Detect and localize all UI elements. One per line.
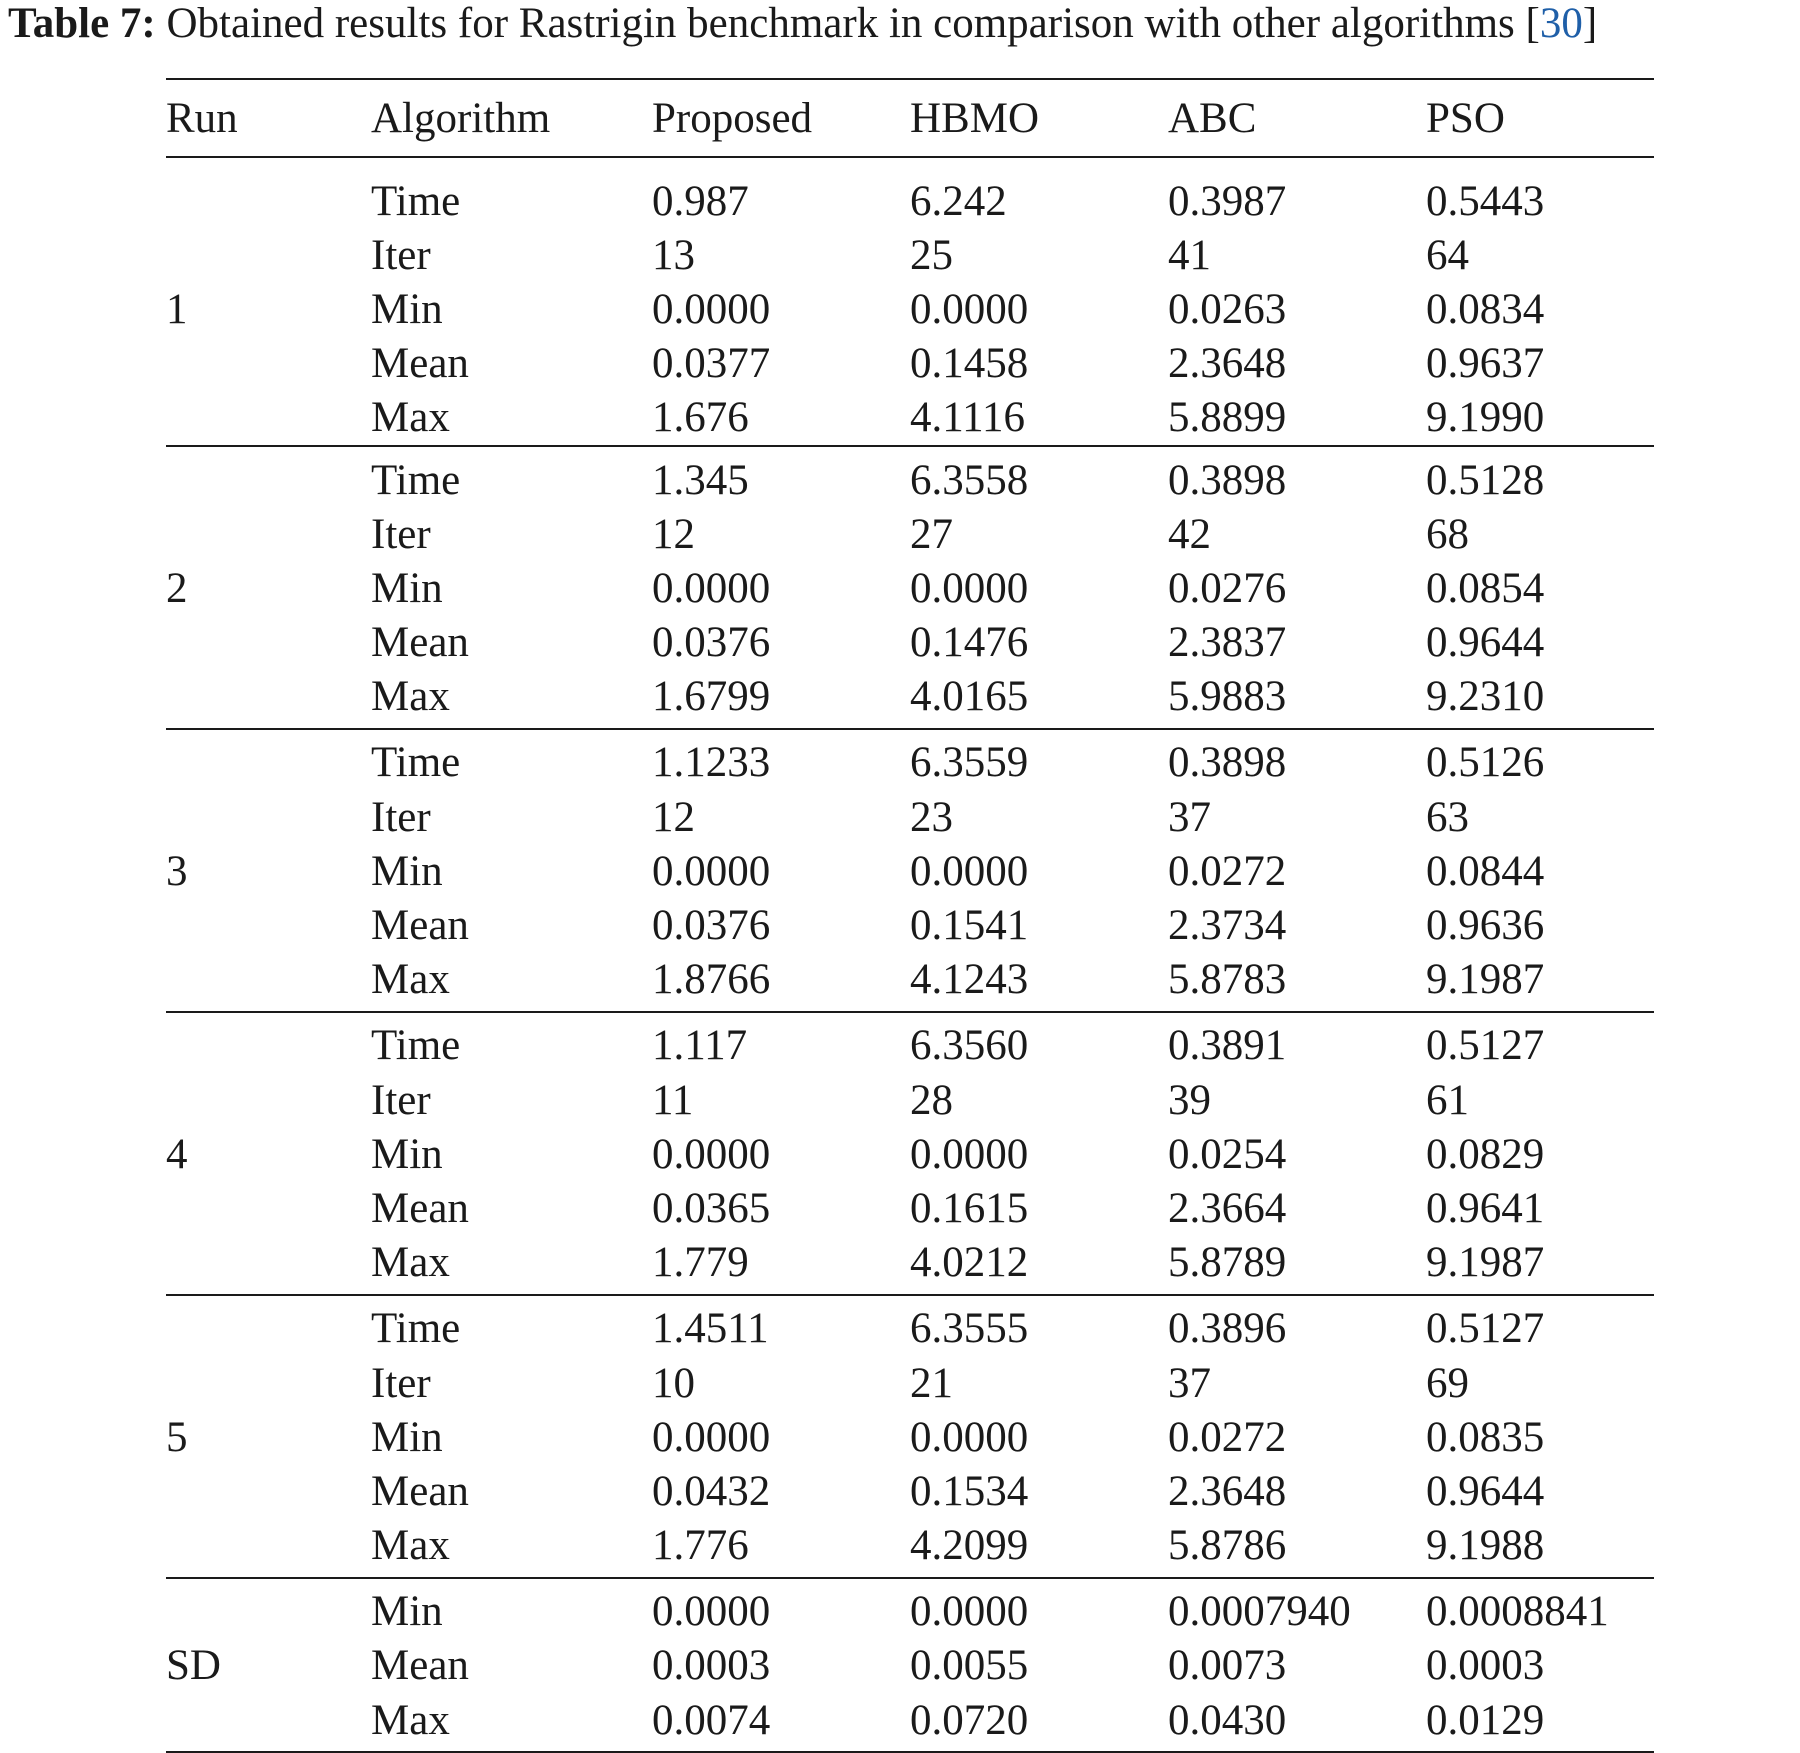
hbmo-cell: 0.0000 xyxy=(910,564,1029,612)
algorithm-cell: Mean xyxy=(371,902,469,950)
algorithm-cell: Max xyxy=(371,1696,450,1744)
pso-cell: 0.0834 xyxy=(1426,285,1545,333)
run-rows xyxy=(371,736,1654,1007)
hbmo-cell: 4.1116 xyxy=(910,394,1026,442)
abc-cell: 2.3648 xyxy=(1168,340,1287,388)
table-row xyxy=(371,1410,1654,1464)
header-run: Run xyxy=(166,94,238,142)
proposed-cell: 1.776 xyxy=(652,1522,749,1570)
pso-cell: 9.2310 xyxy=(1426,673,1545,721)
pso-cell: 0.0835 xyxy=(1426,1413,1545,1461)
hbmo-cell: 27 xyxy=(910,510,953,558)
pso-cell: 69 xyxy=(1426,1359,1469,1407)
pso-cell: 68 xyxy=(1426,510,1469,558)
proposed-cell: 12 xyxy=(652,510,695,558)
pso-cell: 0.0129 xyxy=(1426,1696,1545,1744)
algorithm-cell: Min xyxy=(371,1588,443,1636)
pso-cell: 9.1988 xyxy=(1426,1522,1545,1570)
abc-cell: 0.0263 xyxy=(1168,285,1287,333)
header-proposed: Proposed xyxy=(652,94,813,142)
hbmo-cell: 0.0000 xyxy=(910,847,1029,895)
algorithm-cell: Max xyxy=(371,956,450,1004)
abc-cell: 2.3837 xyxy=(1168,619,1287,667)
run-label: 5 xyxy=(166,1413,188,1461)
table-row xyxy=(371,844,1654,898)
pso-cell: 0.0844 xyxy=(1426,847,1545,895)
hbmo-cell: 0.1458 xyxy=(910,340,1029,388)
abc-cell: 0.0276 xyxy=(1168,564,1287,612)
proposed-cell: 0.0377 xyxy=(652,340,771,388)
abc-cell: 0.0272 xyxy=(1168,1413,1287,1461)
pso-cell: 9.1987 xyxy=(1426,1239,1545,1287)
caption-close-bracket: ] xyxy=(1582,0,1598,47)
abc-cell: 39 xyxy=(1168,1076,1211,1124)
table-row xyxy=(371,616,1654,670)
header-hbmo: HBMO xyxy=(910,94,1040,142)
table-row xyxy=(371,736,1654,790)
proposed-cell: 10 xyxy=(652,1359,695,1407)
abc-cell: 5.8789 xyxy=(1168,1239,1287,1287)
proposed-cell: 1.1233 xyxy=(652,739,771,787)
algorithm-cell: Iter xyxy=(371,510,431,558)
proposed-cell: 11 xyxy=(652,1076,694,1124)
pso-cell: 0.5128 xyxy=(1426,456,1545,504)
table-row xyxy=(371,1181,1654,1235)
run-group xyxy=(166,1296,1654,1577)
table-row xyxy=(371,453,1654,507)
proposed-cell: 1.676 xyxy=(652,394,749,442)
algorithm-cell: Max xyxy=(371,394,450,442)
hbmo-cell: 0.0055 xyxy=(910,1642,1029,1690)
header-algorithm: Algorithm xyxy=(371,94,551,142)
table-row xyxy=(371,1693,1654,1747)
table-row xyxy=(371,282,1654,336)
abc-cell: 5.8786 xyxy=(1168,1522,1287,1570)
algorithm-cell: Max xyxy=(371,673,450,721)
abc-cell: 0.3987 xyxy=(1168,177,1287,225)
pso-cell: 61 xyxy=(1426,1076,1469,1124)
proposed-cell: 0.0000 xyxy=(652,285,771,333)
algorithm-cell: Max xyxy=(371,1239,450,1287)
algorithm-cell: Mean xyxy=(371,340,469,388)
hbmo-cell: 6.3558 xyxy=(910,456,1029,504)
algorithm-cell: Mean xyxy=(371,619,469,667)
algorithm-cell: Iter xyxy=(371,231,431,279)
pso-cell: 0.5443 xyxy=(1426,177,1545,225)
table-row xyxy=(371,1639,1654,1693)
hbmo-cell: 0.1534 xyxy=(910,1467,1029,1515)
proposed-cell: 0.0000 xyxy=(652,1588,771,1636)
proposed-cell: 1.6799 xyxy=(652,673,771,721)
table-row xyxy=(371,561,1654,615)
proposed-cell: 0.987 xyxy=(652,177,749,225)
hbmo-cell: 0.0000 xyxy=(910,285,1029,333)
header-abc: ABC xyxy=(1168,94,1257,142)
pso-cell: 0.0008841 xyxy=(1426,1588,1609,1636)
run-label: 3 xyxy=(166,847,188,895)
abc-cell: 41 xyxy=(1168,231,1211,279)
algorithm-cell: Max xyxy=(371,1522,450,1570)
proposed-cell: 0.0000 xyxy=(652,1130,771,1178)
table-row xyxy=(371,1073,1654,1127)
abc-cell: 0.0254 xyxy=(1168,1130,1287,1178)
algorithm-cell: Min xyxy=(371,847,443,895)
run-rows xyxy=(371,1585,1654,1748)
hbmo-cell: 6.3559 xyxy=(910,739,1029,787)
abc-cell: 0.3891 xyxy=(1168,1022,1287,1070)
caption-text: Obtained results for Rastrigin benchmark in comparison with other algorithms [ xyxy=(155,0,1540,47)
hbmo-cell: 6.3555 xyxy=(910,1305,1029,1353)
table-row xyxy=(371,670,1654,724)
hbmo-cell: 4.1243 xyxy=(910,956,1029,1004)
proposed-cell: 0.0000 xyxy=(652,564,771,612)
hbmo-cell: 0.1615 xyxy=(910,1184,1029,1232)
hbmo-cell: 6.242 xyxy=(910,177,1007,225)
abc-cell: 5.9883 xyxy=(1168,673,1287,721)
abc-cell: 0.0430 xyxy=(1168,1696,1287,1744)
abc-cell: 0.0073 xyxy=(1168,1642,1287,1690)
table-caption xyxy=(8,0,1597,48)
algorithm-cell: Min xyxy=(371,1413,443,1461)
algorithm-cell: Min xyxy=(371,1130,443,1178)
run-rows xyxy=(371,453,1654,724)
proposed-cell: 1.779 xyxy=(652,1239,749,1287)
pso-cell: 0.0854 xyxy=(1426,564,1545,612)
table-row xyxy=(371,507,1654,561)
run-group xyxy=(166,730,1654,1011)
algorithm-cell: Min xyxy=(371,285,443,333)
algorithm-cell: Mean xyxy=(371,1467,469,1515)
abc-cell: 0.0007940 xyxy=(1168,1588,1351,1636)
proposed-cell: 0.0376 xyxy=(652,619,771,667)
proposed-cell: 1.4511 xyxy=(652,1305,769,1353)
hbmo-cell: 25 xyxy=(910,231,953,279)
proposed-cell: 0.0432 xyxy=(652,1467,771,1515)
abc-cell: 0.0272 xyxy=(1168,847,1287,895)
run-label: 4 xyxy=(166,1130,188,1178)
algorithm-cell: Time xyxy=(371,456,461,504)
proposed-cell: 1.117 xyxy=(652,1022,748,1070)
hbmo-cell: 6.3560 xyxy=(910,1022,1029,1070)
proposed-cell: 13 xyxy=(652,231,695,279)
algorithm-cell: Iter xyxy=(371,793,431,841)
run-group xyxy=(166,158,1654,445)
hbmo-cell: 0.0000 xyxy=(910,1130,1029,1178)
run-rows xyxy=(371,1019,1654,1290)
table-row xyxy=(371,1519,1654,1573)
table-row xyxy=(371,1356,1654,1410)
algorithm-cell: Time xyxy=(371,1022,461,1070)
pso-cell: 63 xyxy=(1426,793,1469,841)
abc-cell: 5.8899 xyxy=(1168,394,1287,442)
proposed-cell: 1.345 xyxy=(652,456,749,504)
hbmo-cell: 4.0165 xyxy=(910,673,1029,721)
pso-cell: 0.9644 xyxy=(1426,619,1545,667)
abc-cell: 2.3648 xyxy=(1168,1467,1287,1515)
caption-label: Table 7: xyxy=(8,0,156,47)
algorithm-cell: Iter xyxy=(371,1076,431,1124)
run-label: 2 xyxy=(166,564,188,612)
table-row xyxy=(371,1127,1654,1181)
algorithm-cell: Time xyxy=(371,1305,461,1353)
header-row xyxy=(166,80,1654,156)
hbmo-cell: 4.2099 xyxy=(910,1522,1029,1570)
run-rows xyxy=(371,1302,1654,1573)
run-label: SD xyxy=(166,1642,221,1690)
abc-cell: 5.8783 xyxy=(1168,956,1287,1004)
run-group xyxy=(166,447,1654,728)
pso-cell: 0.5127 xyxy=(1426,1022,1545,1070)
table-row xyxy=(371,790,1654,844)
table-row xyxy=(371,391,1654,445)
hbmo-cell: 0.0000 xyxy=(910,1588,1029,1636)
hbmo-cell: 0.1541 xyxy=(910,902,1029,950)
abc-cell: 2.3734 xyxy=(1168,902,1287,950)
table-row xyxy=(371,1236,1654,1290)
table-row xyxy=(371,337,1654,391)
table-row xyxy=(371,953,1654,1007)
pso-cell: 9.1990 xyxy=(1426,394,1545,442)
proposed-cell: 1.8766 xyxy=(652,956,771,1004)
run-label: 1 xyxy=(166,285,188,333)
table-row xyxy=(371,174,1654,228)
proposed-cell: 0.0365 xyxy=(652,1184,771,1232)
hbmo-cell: 4.0212 xyxy=(910,1239,1029,1287)
algorithm-cell: Mean xyxy=(371,1184,469,1232)
table-row xyxy=(371,1585,1654,1639)
run-group xyxy=(166,1013,1654,1294)
table-row xyxy=(371,1019,1654,1073)
algorithm-cell: Min xyxy=(371,564,443,612)
hbmo-cell: 0.0720 xyxy=(910,1696,1029,1744)
hbmo-cell: 0.1476 xyxy=(910,619,1029,667)
pso-cell: 0.5127 xyxy=(1426,1305,1545,1353)
hbmo-cell: 28 xyxy=(910,1076,953,1124)
pso-cell: 0.9636 xyxy=(1426,902,1545,950)
proposed-cell: 0.0003 xyxy=(652,1642,771,1690)
algorithm-cell: Time xyxy=(371,739,461,787)
proposed-cell: 0.0376 xyxy=(652,902,771,950)
table-row xyxy=(371,1302,1654,1356)
abc-cell: 37 xyxy=(1168,1359,1211,1407)
results-table xyxy=(166,78,1654,1753)
header-pso: PSO xyxy=(1426,94,1505,142)
table-row xyxy=(371,1464,1654,1518)
proposed-cell: 0.0074 xyxy=(652,1696,771,1744)
hbmo-cell: 23 xyxy=(910,793,953,841)
pso-cell: 0.9644 xyxy=(1426,1467,1545,1515)
abc-cell: 0.3896 xyxy=(1168,1305,1287,1353)
run-group xyxy=(166,1579,1654,1752)
citation-link[interactable]: 30 xyxy=(1539,0,1583,47)
algorithm-cell: Iter xyxy=(371,1359,431,1407)
table-row xyxy=(371,898,1654,952)
pso-cell: 9.1987 xyxy=(1426,956,1545,1004)
abc-cell: 0.3898 xyxy=(1168,456,1287,504)
run-rows xyxy=(371,174,1654,445)
abc-cell: 42 xyxy=(1168,510,1211,558)
algorithm-cell: Time xyxy=(371,177,461,225)
pso-cell: 0.9637 xyxy=(1426,340,1545,388)
proposed-cell: 0.0000 xyxy=(652,847,771,895)
abc-cell: 0.3898 xyxy=(1168,739,1287,787)
abc-cell: 37 xyxy=(1168,793,1211,841)
proposed-cell: 0.0000 xyxy=(652,1413,771,1461)
algorithm-cell: Mean xyxy=(371,1642,469,1690)
hbmo-cell: 21 xyxy=(910,1359,953,1407)
pso-cell: 64 xyxy=(1426,231,1469,279)
table-row xyxy=(371,228,1654,282)
pso-cell: 0.0003 xyxy=(1426,1642,1545,1690)
pso-cell: 0.9641 xyxy=(1426,1184,1545,1232)
proposed-cell: 12 xyxy=(652,793,695,841)
pso-cell: 0.5126 xyxy=(1426,739,1545,787)
abc-cell: 2.3664 xyxy=(1168,1184,1287,1232)
table-body xyxy=(166,158,1654,1753)
pso-cell: 0.0829 xyxy=(1426,1130,1545,1178)
hbmo-cell: 0.0000 xyxy=(910,1413,1029,1461)
